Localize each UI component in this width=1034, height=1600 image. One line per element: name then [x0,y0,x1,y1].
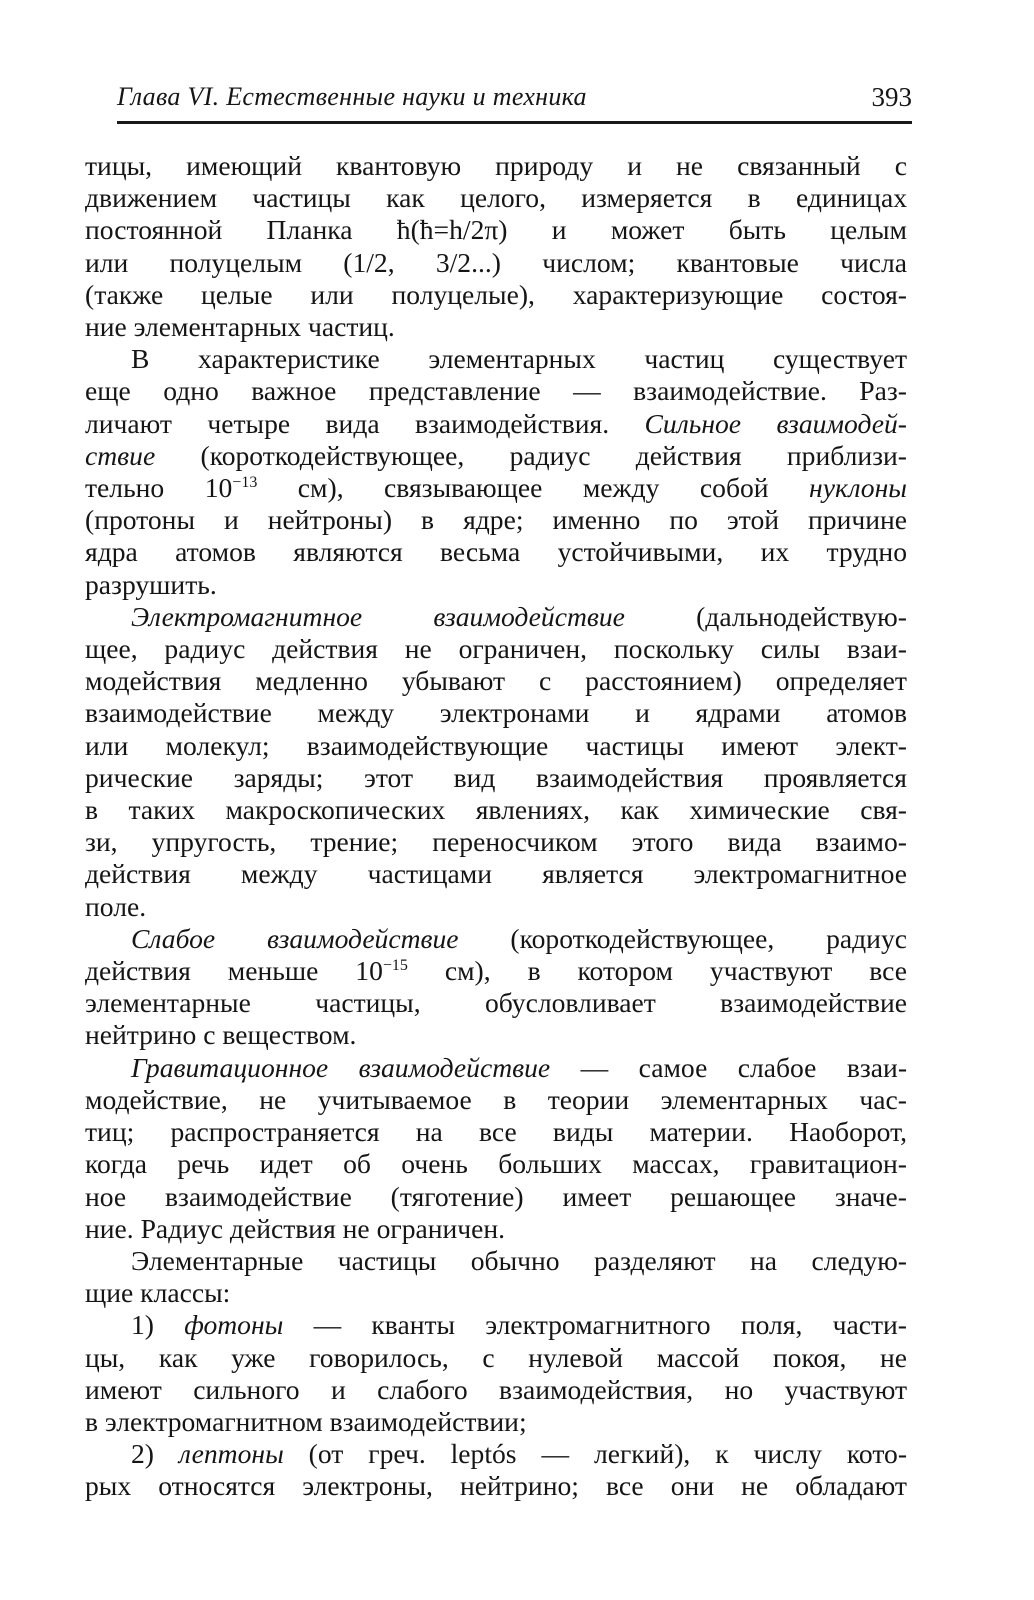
text-line: поле. [85,890,147,922]
text-run: см), в котором участвуют все [407,955,907,987]
text-line: в электромагнитном взаимодействии; [85,1405,527,1437]
chapter-title: Глава VI. Естественные науки и техника [117,82,587,111]
text-line: когда речь идет об очень больших массах, гравитацион- [85,1148,907,1180]
header-rule [117,121,912,124]
body-text [85,150,907,1503]
text-line: (протоны и нейтроны) в ядре; именно по этой причине [85,504,907,536]
text-line: взаимодействие между электронами и ядрами атомов [85,697,907,729]
text-line: модействие, не учитываемое в теории элементарных час- [85,1083,907,1115]
italic-term: нуклоны [809,472,907,504]
text-line: ние. Радиус действия не ограничен. [85,1212,506,1244]
text-line: тиц; распространяется на все виды материи. Наоборот, [85,1116,907,1148]
text-line: или молекул; взаимодействующие частицы имеют элект- [85,729,907,761]
text-line: имеют сильного и слабого взаимодействия, но участвуют [85,1373,907,1405]
text-run: см), связывающее между собой [257,472,810,504]
text-line: В характеристике элементарных частиц существует [131,343,907,375]
text-line: ние элементарных частиц. [85,311,395,343]
text-line: зи, упругость, трение; переносчиком этого вида взаимо- [85,826,907,858]
italic-term: Гравитационное взаимодействие [131,1051,551,1083]
text-run: личают четыре вида взаимодействия. [85,407,645,439]
exponent: −15 [382,956,408,974]
text-line [85,1309,907,1341]
text-line [85,408,907,440]
text-line: рых относятся электроны, нейтрино; все они не обладают [85,1470,907,1502]
text-line: постоянной Планка ħ(ħ=h/2π) и может быть целым [85,214,907,246]
text-line [85,601,907,633]
text-line: ядра атомов являются весьма устойчивыми, их трудно [85,536,907,568]
italic-term: Сильное взаимодей- [644,407,907,439]
text-line: еще одно важное представление — взаимодействие. Раз- [85,375,907,407]
text-line: рические заряды; этот вид взаимодействия проявляется [85,761,907,793]
text-run: — кванты электромагнитного поля, части- [283,1309,907,1341]
text-line: тицы, имеющий квантовую природу и не связанный с [85,150,907,181]
text-line: или полуцелым (1/2, 3/2...) числом; квантовые числа [85,246,907,278]
text-line: Элементарные частицы обычно разделяют на следую- [131,1244,907,1276]
text-line: модействия медленно убывают с расстоянием) определяет [85,665,907,697]
text-line: действия между частицами является электромагнитное [85,858,907,890]
text-run: (от греч. leptós — легкий), к числу кото- [283,1438,908,1470]
text-line: в таких макроскопических явлениях, как химические свя- [85,794,907,826]
running-head [117,78,912,118]
text-line [85,440,907,472]
text-run: 2) [131,1438,179,1470]
text-run: (короткодействующее, радиус [458,922,907,954]
text-line [85,923,907,955]
text-line: движением частицы как целого, измеряется в единицах [85,182,907,214]
text-run: тельно 10 [85,472,233,504]
italic-term: Слабое взаимодействие [131,922,459,954]
text-run: (дальнодействую- [624,600,907,632]
text-line [85,1052,907,1084]
exponent: −13 [232,473,258,491]
text-run: 1) [131,1309,185,1341]
page-number: 393 [871,82,912,112]
text-run: (короткодействующее, радиус действия приблизи- [155,439,907,471]
italic-term: фотоны [184,1309,284,1341]
text-line: щее, радиус действия не ограничен, поскольку силы взаи- [85,633,907,665]
text-line: щие классы: [85,1277,231,1309]
text-line: цы, как уже говорилось, с нулевой массой покоя, не [85,1341,907,1373]
italic-term: Электромагнитное взаимодействие [131,600,625,632]
text-line: (также целые или полуцелые), характеризующие состоя- [85,278,907,310]
text-line [85,472,907,504]
text-line: разрушить. [85,568,217,600]
text-run: действия меньше 10 [85,955,383,987]
italic-term: ствие [85,439,156,471]
italic-term: лептоны [178,1438,284,1470]
text-line: ное взаимодействие (тяготение) имеет решающее значе- [85,1180,907,1212]
text-line [85,1438,907,1470]
text-line [85,955,907,987]
text-line: нейтрино с веществом. [85,1019,357,1051]
text-line: элементарные частицы, обусловливает взаимодействие [85,987,907,1019]
text-run: — самое слабое взаи- [550,1051,908,1083]
